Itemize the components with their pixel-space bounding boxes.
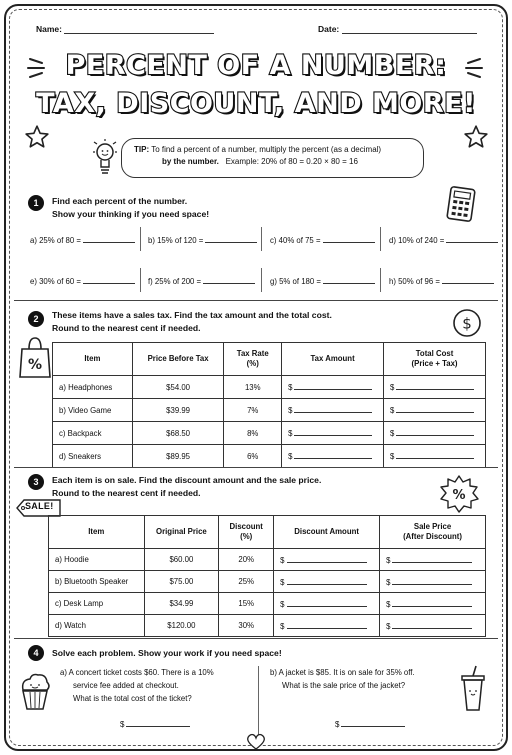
column-header: Sale Price (After Discount) [380, 516, 486, 549]
tax-amount-cell[interactable]: $ [282, 376, 384, 399]
answer-blank[interactable] [442, 276, 494, 284]
svg-text:$: $ [462, 314, 472, 333]
table-row [49, 615, 486, 637]
table-header-row [49, 516, 486, 549]
table-row [49, 593, 486, 615]
section-2-line-1: These items have a sales tax. Find the tax amount and the total cost. [52, 310, 332, 320]
discount-amount-cell[interactable]: $ [274, 571, 380, 593]
price-cell: $75.00 [144, 571, 219, 593]
calculator-icon [446, 186, 476, 222]
table-row [53, 422, 486, 445]
problem-1g: g) 5% of 180 = [270, 276, 375, 286]
section-1-instructions [52, 195, 209, 221]
answer-blank[interactable] [205, 235, 257, 243]
answer-b[interactable]: $ [335, 719, 405, 729]
column-header: Tax Rate (%) [224, 343, 282, 376]
rate-cell: 13% [224, 376, 282, 399]
table-row [53, 399, 486, 422]
discount-cell: 25% [219, 571, 274, 593]
sparkle-lines-right-icon [460, 53, 484, 83]
problem-a-line-1: a) A concert ticket costs $60. There is a 10% [60, 668, 214, 677]
tip-text-1: To find a percent of a number, multiply the percent (as a decimal) [151, 145, 382, 154]
section-3-line-1: Each item is on sale. Find the discount amount and the sale price. [52, 475, 322, 485]
sales-tax-table [52, 342, 486, 468]
discount-cell: 20% [219, 549, 274, 571]
name-field [36, 24, 214, 34]
problem-a-line-3: What is the total cost of the ticket? [73, 693, 192, 703]
word-problem-b [270, 667, 415, 693]
problem-1d: d) 10% of 240 = [389, 235, 498, 245]
section-4-number: 4 [28, 645, 44, 661]
rate-cell: 7% [224, 399, 282, 422]
answer-blank[interactable] [446, 235, 498, 243]
sale-price-cell[interactable]: $ [380, 571, 486, 593]
tip-label: TIP: [134, 145, 150, 154]
section-2-number: 2 [28, 311, 44, 327]
tip-text-2-bold: by the number. [162, 157, 219, 167]
column-header: Price Before Tax [132, 343, 224, 376]
word-problem-a [60, 667, 214, 706]
tip-example: Example: 20% of 80 = 0.20 × 80 = 16 [225, 157, 358, 167]
problem-1f: f) 25% of 200 = [148, 276, 255, 286]
problem-1b: b) 15% of 120 = [148, 235, 257, 245]
discount-cell: 30% [219, 615, 274, 637]
problem-1a: a) 25% of 80 = [30, 235, 135, 245]
problem-1c: c) 40% of 75 = [270, 235, 375, 245]
column-header: Item [49, 516, 145, 549]
percent-burst-icon [438, 474, 480, 514]
item-cell: c) Backpack [53, 422, 133, 445]
price-cell: $39.99 [132, 399, 224, 422]
price-cell: $120.00 [144, 615, 219, 637]
divider [380, 227, 381, 251]
section-3-number: 3 [28, 474, 44, 490]
item-cell: d) Sneakers [53, 445, 133, 468]
item-cell: a) Hoodie [49, 549, 145, 571]
name-line[interactable] [64, 25, 214, 34]
tax-amount-cell[interactable]: $ [282, 445, 384, 468]
answer-blank[interactable] [323, 276, 375, 284]
problem-1e: e) 30% of 60 = [30, 276, 135, 286]
star-icon-right [463, 124, 489, 150]
problem-b-line-2: What is the sale price of the jacket? [282, 680, 406, 690]
total-cost-cell[interactable]: $ [384, 422, 486, 445]
price-cell: $60.00 [144, 549, 219, 571]
answer-a[interactable]: $ [120, 719, 190, 729]
column-header: Tax Amount [282, 343, 384, 376]
tax-amount-cell[interactable]: $ [282, 399, 384, 422]
table-header-row [53, 343, 486, 376]
sale-price-cell[interactable]: $ [380, 615, 486, 637]
table-row [53, 445, 486, 468]
sale-tag-label: SALE! [25, 501, 54, 511]
item-cell: d) Watch [49, 615, 145, 637]
section-divider [14, 638, 498, 639]
drink-cup-icon [458, 664, 488, 714]
svg-text:%: % [452, 488, 466, 503]
column-header: Total Cost (Price + Tax) [384, 343, 486, 376]
price-cell: $54.00 [132, 376, 224, 399]
column-header: Discount (%) [219, 516, 274, 549]
table-row [49, 571, 486, 593]
total-cost-cell[interactable]: $ [384, 445, 486, 468]
table-row [53, 376, 486, 399]
item-cell: b) Video Game [53, 399, 133, 422]
section-1-line-1: Find each percent of the number. [52, 196, 188, 206]
discount-table [48, 515, 486, 637]
heart-icon [245, 733, 267, 751]
table-row [49, 549, 486, 571]
discount-amount-cell[interactable]: $ [274, 615, 380, 637]
section-divider [14, 300, 498, 301]
answer-blank[interactable] [83, 235, 135, 243]
date-field [318, 24, 477, 34]
problem-a-line-2: service fee added at checkout. [73, 680, 179, 690]
divider [380, 268, 381, 292]
section-3-instructions [52, 474, 321, 500]
section-2-instructions [52, 309, 332, 335]
sparkle-lines-left-icon [26, 53, 50, 83]
title-line-1: PERCENT OF A NUMBER: [65, 50, 447, 81]
shopping-bag-percent-icon [18, 335, 52, 379]
rate-cell: 6% [224, 445, 282, 468]
divider [140, 268, 141, 292]
price-cell: $89.95 [132, 445, 224, 468]
discount-cell: 15% [219, 593, 274, 615]
divider [261, 227, 262, 251]
item-cell: a) Headphones [53, 376, 133, 399]
star-icon-left [24, 124, 50, 150]
sale-price-cell[interactable]: $ [380, 593, 486, 615]
sale-price-cell[interactable]: $ [380, 549, 486, 571]
divider [261, 268, 262, 292]
divider [140, 227, 141, 251]
svg-text:%: % [27, 357, 43, 373]
rate-cell: 8% [224, 422, 282, 445]
price-cell: $68.50 [132, 422, 224, 445]
problem-1h: h) 50% of 96 = [389, 276, 494, 286]
price-cell: $34.99 [144, 593, 219, 615]
dollar-coin-icon [452, 308, 482, 338]
answer-blank[interactable] [83, 276, 135, 284]
divider [258, 666, 259, 736]
date-line[interactable] [342, 25, 477, 34]
date-label: Date: [318, 24, 340, 34]
column-header: Original Price [144, 516, 219, 549]
column-header: Item [53, 343, 133, 376]
answer-blank[interactable] [323, 235, 375, 243]
section-2-line-2: Round to the nearest cent if needed. [52, 322, 201, 333]
section-1-number: 1 [28, 195, 44, 211]
item-cell: b) Bluetooth Speaker [49, 571, 145, 593]
discount-amount-cell[interactable]: $ [274, 593, 380, 615]
problem-b-line-1: b) A jacket is $85. It is on sale for 35% off. [270, 668, 415, 677]
lightbulb-icon [92, 138, 118, 178]
section-3-line-2: Round to the nearest cent if needed. [52, 487, 201, 498]
total-cost-cell[interactable]: $ [384, 376, 486, 399]
item-cell: c) Desk Lamp [49, 593, 145, 615]
section-1-line-2: Show your thinking if you need space! [52, 208, 210, 219]
tip-box [121, 138, 424, 178]
title-line-2: TAX, DISCOUNT, AND MORE! [36, 88, 476, 119]
total-cost-cell[interactable]: $ [384, 399, 486, 422]
answer-blank[interactable] [203, 276, 255, 284]
section-divider [14, 467, 498, 468]
discount-amount-cell[interactable]: $ [274, 549, 380, 571]
section-4-instruction: Solve each problem. Show your work if you need space! [52, 648, 282, 658]
tax-amount-cell[interactable]: $ [282, 422, 384, 445]
cupcake-icon [18, 670, 52, 712]
name-label: Name: [36, 24, 62, 34]
column-header: Discount Amount [274, 516, 380, 549]
